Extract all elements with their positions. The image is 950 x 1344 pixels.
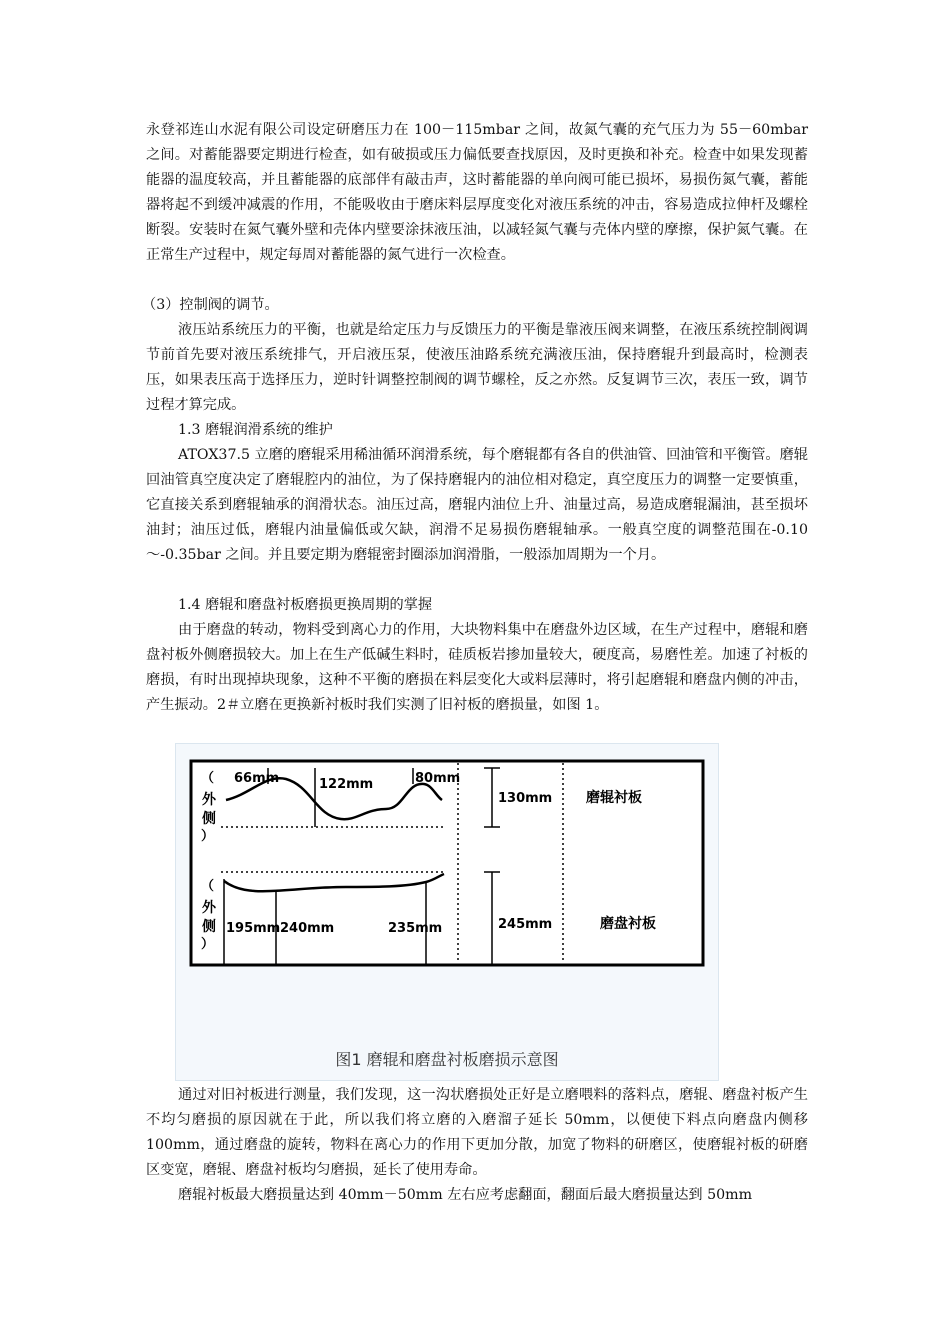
- disc-side-label: （: [201, 879, 215, 894]
- paragraph-measurement-findings: 通过对旧衬板进行测量，我们发现，这一沟状磨损处正好是立磨喂料的落料点，磨辊、磨盘衬板产生不均匀磨损的原因就在于此，所以我们将立磨的入磨溜子延长 50mm，以便使下料点向磨盘内侧移 100mm，通过磨盘的旋转，物料在离心力的作用下更加分散，加宽了物料的研磨区，使磨辊衬板的研磨区变宽，磨辊、磨盘衬板均匀磨损，延长了使用寿命。: [146, 1087, 808, 1178]
- paragraph-lubrication: ATOX37.5 立磨的磨辊采用稀油循环润滑系统，每个磨辊都有各自的供油管、回油管和平衡管。磨辊回油管真空度决定了磨辊腔内的油位，为了保持磨辊内的油位相对稳定，真空度压力的调整一定要慎重，它直接关系到磨辊轴承的润滑状态。油压过高，磨辊内油位上升、油量过高，易造成磨辊漏油，甚至损坏油封；油压过低，磨辊内油量偏低或欠缺，润滑不足易损伤磨辊轴承。一般真空度的调整范围在-0.10～-0.35bar 之间。并且要定期为磨辊密封圈添加润滑脂，一般添加周期为一个月。: [146, 447, 808, 563]
- disc-side-char-1: 外: [202, 900, 216, 916]
- disc-label: 磨盘衬板: [600, 916, 656, 932]
- disc-measure-2: 240mm: [280, 921, 335, 936]
- disc-side-char-2: 侧: [202, 919, 216, 935]
- roller-total: 130mm: [498, 791, 553, 806]
- paragraph-valve-adjustment: 液压站系统压力的平衡，也就是给定压力与反馈压力的平衡是靠液压阀来调整，在液压系统控制阀调节前首先要对液压系统排气，开启液压泵，使液压油路系统充满液压油，保持磨辊升到最高时，检测表压，如果表压高于选择压力，逆时针调整控制阀的调节螺栓，反之亦然。反复调节三次，表压一致，调节过程才算完成。: [146, 322, 808, 413]
- roller-side-label: （: [201, 771, 215, 786]
- paragraph-wear-cause: 由于磨盘的转动，物料受到离心力的作用，大块物料集中在磨盘外边区域，在生产过程中，磨辊和磨盘衬板外侧磨损较大。加上在生产低碱生料时，硅质板岩掺加量较大，硬度高，易磨性差。加速了衬板的磨损，有时出现掉块现象，这种不平衡的磨损在料层变化大或料层薄时，将引起磨辊和磨盘内侧的冲击，产生振动。2＃立磨在更换新衬板时我们实测了旧衬板的磨损量，如图 1。: [146, 622, 808, 713]
- disc-measure-3: 235mm: [388, 921, 443, 936]
- roller-measure-1: 66mm: [234, 771, 280, 786]
- figure-1: [175, 743, 719, 1081]
- disc-measure-1: 195mm: [226, 921, 281, 936]
- section-heading-1-3: 1.3 磨辊润滑系统的维护: [178, 422, 333, 438]
- roller-label: 磨辊衬板: [586, 790, 642, 806]
- roller-measure-3: 80mm: [415, 771, 461, 786]
- roller-side-char-1: 外: [202, 792, 216, 808]
- paragraph-accumulator-pressure: 永登祁连山水泥有限公司设定研磨压力在 100－115mbar 之间，故氮气囊的充气压力为 55－60mbar 之间。对蓄能器要定期进行检查，如有破损或压力偏低要查找原因，及时更换和补充。检查中如果发现蓄能器的温度较高，并且蓄能器的底部伴有敲击声，这时蓄能器的单向阀可能已损坏，易损伤氮气囊，蓄能器将起不到缓冲减震的作用，不能吸收由于磨床料层厚度变化对液压系统的冲击，容易造成拉伸杆及螺栓断裂。安装时在氮气囊外壁和壳体内壁要涂抹液压油，以减轻氮气囊与壳体内壁的摩擦，保护氮气囊。在正常生产过程中，规定每周对蓄能器的氮气进行一次检查。: [146, 122, 808, 263]
- svg-text:）: ）: [201, 829, 215, 844]
- list-item-control-valve: （3）控制阀的调节。: [142, 297, 279, 313]
- figure-wear-diagram: [176, 744, 718, 1080]
- roller-measure-2: 122mm: [319, 777, 374, 792]
- figure-caption: 图1 磨辊和磨盘衬板磨损示意图: [335, 1050, 559, 1069]
- roller-side-char-2: 侧: [202, 811, 216, 827]
- disc-total: 245mm: [498, 917, 553, 932]
- paragraph-liner-flip: 磨辊衬板最大磨损量达到 40mm－50mm 左右应考虑翻面，翻面后最大磨损量达到 50mm: [178, 1187, 753, 1203]
- svg-text:）: ）: [201, 937, 215, 952]
- section-heading-1-4: 1.4 磨辊和磨盘衬板磨损更换周期的掌握: [178, 597, 433, 613]
